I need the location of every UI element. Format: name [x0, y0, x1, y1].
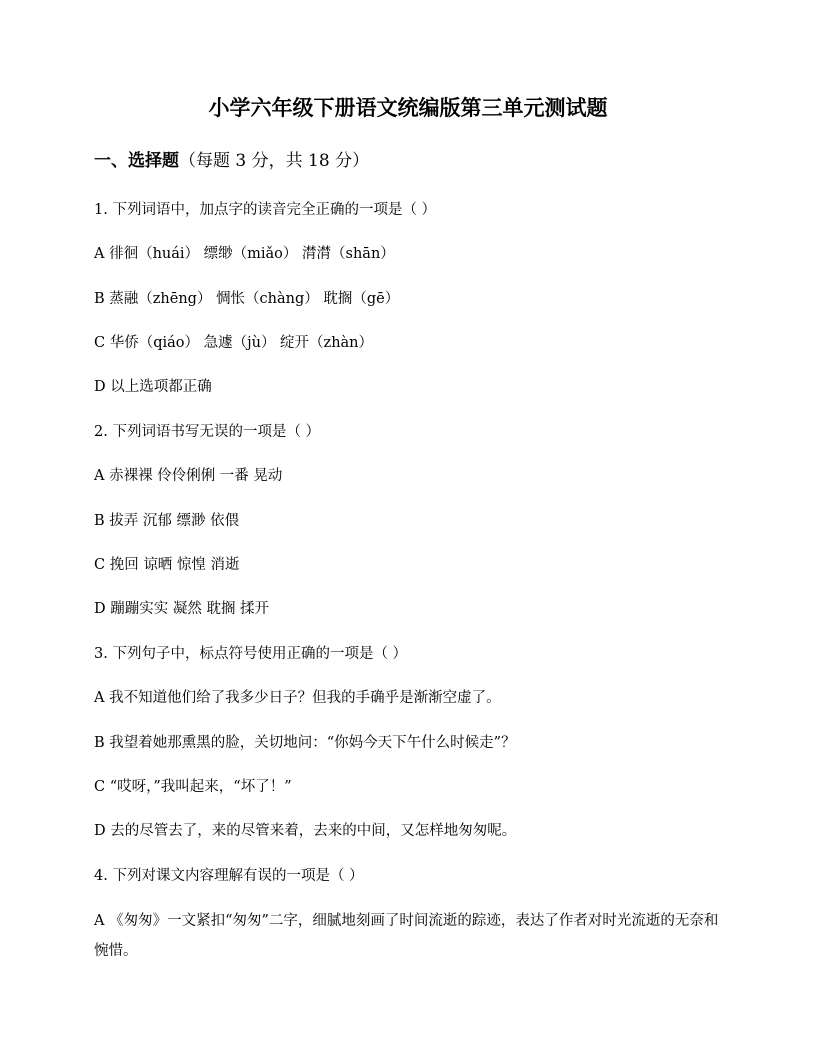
section-heading	[94, 148, 369, 174]
question-2-option-b: B 拔弄 沉郁 缥渺 依偎	[94, 513, 240, 529]
question-1-stem: 1. 下列词语中，加点字的读音完全正确的一项是（ ）	[94, 202, 437, 218]
question-1-option-c: C 华侨（qiáo） 急遽（jù） 绽开（zhàn）	[94, 335, 374, 351]
question-2-option-d: D 蹦蹦实实 凝然 耽搁 揉开	[94, 601, 270, 617]
section-title: 一、选择题	[94, 151, 179, 171]
question-2-option-a: A 赤裸裸 伶伶俐俐 一番 晃动	[94, 468, 283, 484]
question-3-stem: 3. 下列句子中，标点符号使用正确的一项是（ ）	[94, 646, 408, 662]
question-1-option-d: D 以上选项都正确	[94, 379, 212, 395]
question-3-option-a: A 我不知道他们给了我多少日子？但我的手确乎是渐渐空虚了。	[94, 690, 501, 706]
question-2-stem: 2. 下列词语书写无误的一项是（ ）	[94, 424, 321, 440]
question-4-option-a: A 《匆匆》一文紧扣“匆匆”二字，细腻地刻画了时间流逝的踪迹，表达了作者对时光流逝的无奈和惋惜。	[94, 913, 719, 959]
question-2-option-c: C 挽回 谅晒 惊惶 消逝	[94, 557, 240, 573]
question-1-option-b: B 蒸融（zhēng） 惆怅（chàng） 耽搁（gē）	[94, 291, 400, 307]
question-3-option-d: D 去的尽管去了，来的尽管来着，去来的中间，又怎样地匆匆呢。	[94, 823, 517, 839]
question-3-option-b: B 我望着她那熏黑的脸，关切地问：“你妈今天下午什么时候走”？	[94, 735, 516, 751]
question-1-option-a: A 徘徊（huái） 缥缈（miǎo） 潸潸（shān）	[94, 246, 395, 262]
section-note: （每题 3 分，共 18 分）	[179, 151, 370, 171]
question-4-stem: 4. 下列对课文内容理解有误的一项是（ ）	[94, 868, 364, 884]
document-title: 小学六年级下册语文统编版第三单元测试题	[208, 95, 608, 120]
question-3-option-c: C “哎呀，”我叫起来，“坏了！”	[94, 779, 292, 795]
